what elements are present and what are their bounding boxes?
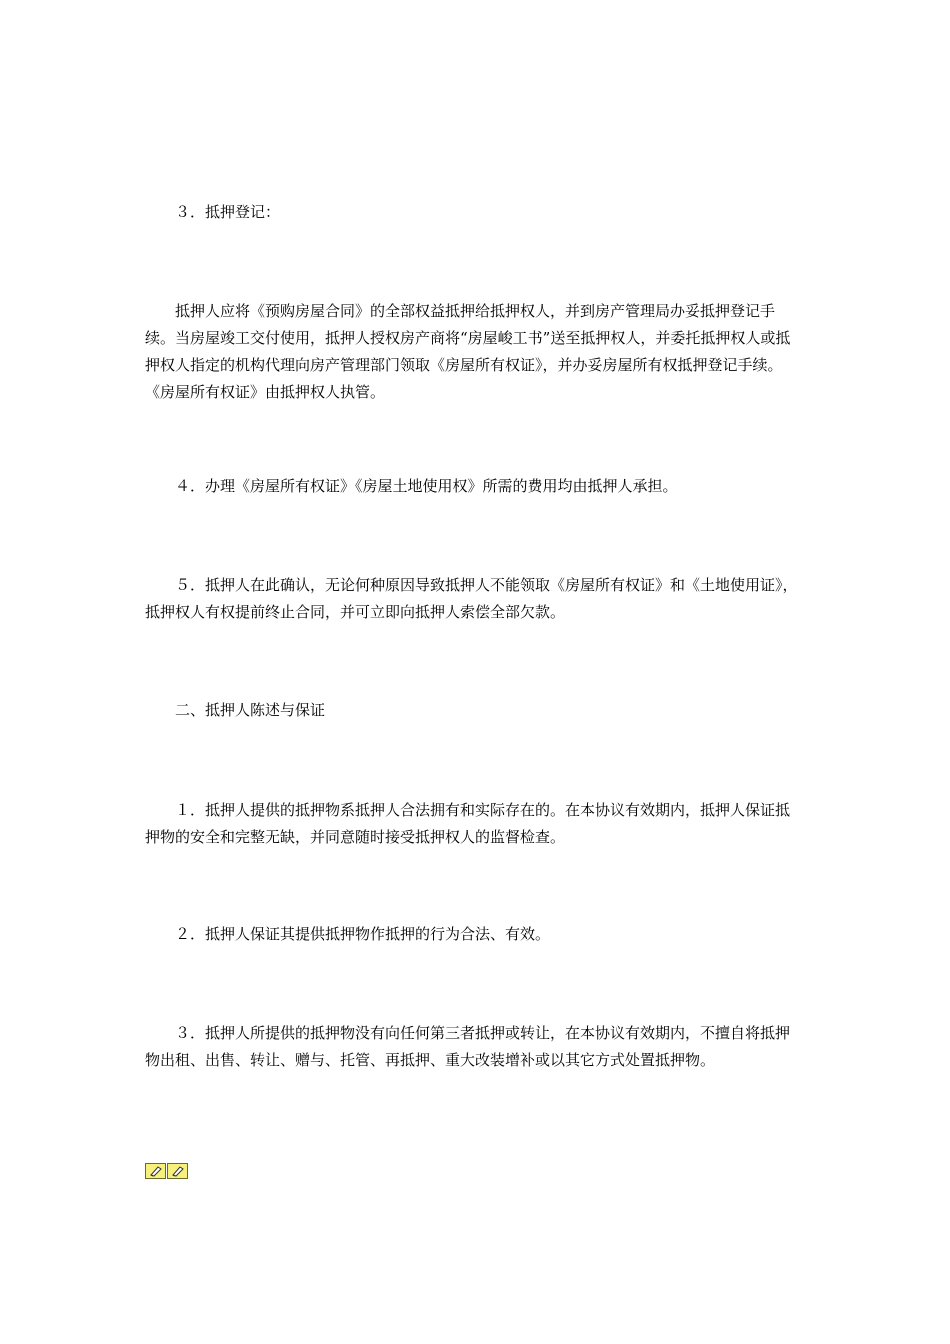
pen-icon[interactable]	[167, 1163, 188, 1179]
paragraph-item-5: ５．抵押人在此确认，无论何种原因导致抵押人不能领取《房屋所有权证》和《土地使用证》，抵押权人有权提前终止合同，并可立即向抵押人索偿全部欠款。	[145, 576, 798, 621]
paragraph-warranty-3: ３．抵押人所提供的抵押物没有向任何第三者抵押或转让，在本协议有效期内，不擅自将抵押物出租、出售、转让、赠与、托管、再抵押、重大改装增补或以其它方式处置抵押物。	[145, 1024, 791, 1069]
section-3-heading: ３．抵押登记：	[175, 203, 281, 221]
footer-icon-strip	[145, 1163, 188, 1179]
paragraph-mortgage-registration: 抵押人应将《预购房屋合同》的全部权益抵押给抵押权人，并到房产管理局办妥抵押登记手续。当房屋竣工交付使用，抵押人授权房产商将“房屋峻工书”送至抵押权人，并委托抵押权人或抵押权人指定的机构代理向房产管理部门领取《房屋所有权证》，并办妥房屋所有权抵押登记手续。《房屋所有权证》由抵押权人执管。	[145, 302, 791, 401]
paragraph-item-4: ４．办理《房屋所有权证》《房屋土地使用权》所需的费用均由抵押人承担。	[175, 477, 678, 495]
pen-icon[interactable]	[145, 1163, 166, 1179]
section-2-heading: 二、抵押人陈述与保证	[175, 701, 326, 719]
paragraph-warranty-2: ２．抵押人保证其提供抵押物作抵押的行为合法、有效。	[175, 925, 551, 943]
paragraph-warranty-1: １．抵押人提供的抵押物系抵押人合法拥有和实际存在的。在本协议有效期内，抵押人保证抵押物的安全和完整无缺，并同意随时接受抵押权人的监督检查。	[145, 801, 791, 846]
